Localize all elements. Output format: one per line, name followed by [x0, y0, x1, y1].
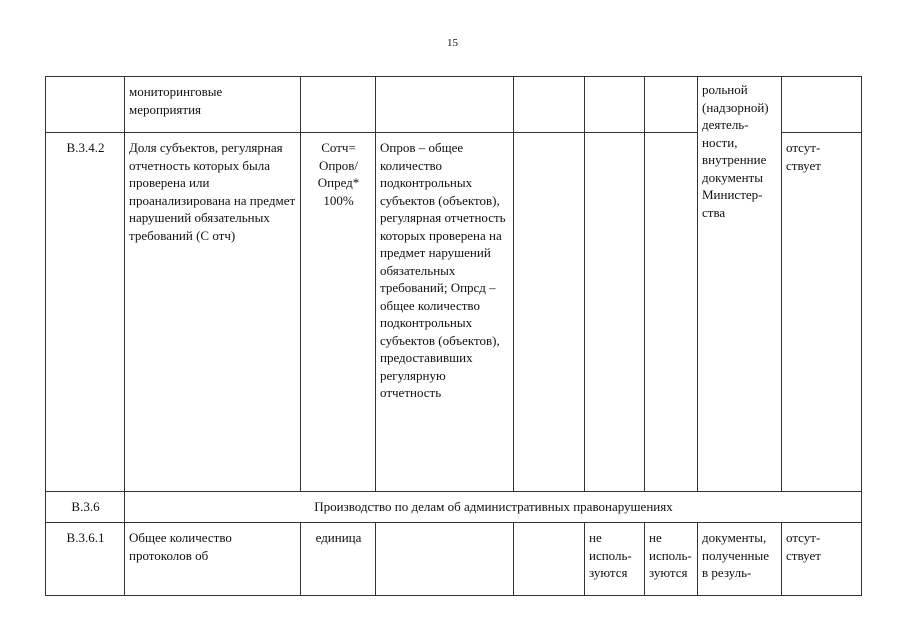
usage-cell: не исполь- зуются [585, 523, 645, 596]
empty-cell [514, 133, 585, 492]
formula-cell [301, 77, 376, 133]
definition-cell [376, 77, 514, 133]
empty-cell [782, 77, 862, 133]
empty-cell [645, 77, 698, 133]
empty-cell [585, 77, 645, 133]
table-row [46, 77, 862, 133]
empty-cell [645, 133, 698, 492]
code-cell [46, 77, 125, 133]
formula-cell: Сотч= Опров/ Опред* 100% [301, 133, 376, 492]
definition-cell: Опров – общее количество подконтрольных субъектов (объектов), регулярная отчетность которых проверена на предмет нарушений обязательных требований; Опрсд – общее количество подконтрольных субъектов (объектов), предоставивших регулярную отчетность [376, 133, 514, 492]
responsible-cell: рольной (надзорной) деятель- ности, внутренние документы Министер- ства [698, 77, 782, 492]
table-row [46, 523, 862, 596]
section-row [46, 492, 862, 523]
empty-cell [585, 133, 645, 492]
empty-cell [514, 77, 585, 133]
indicators-table [45, 76, 862, 596]
page-number: 15 [447, 37, 458, 49]
unit-cell: единица [301, 523, 376, 596]
status-cell: отсут- ствует [782, 523, 862, 596]
status-cell: отсут- ствует [782, 133, 862, 492]
indicator-name-cell: Общее количество протоколов об [125, 523, 301, 596]
source-cell: документы, полученные в резуль- [698, 523, 782, 596]
empty-cell [376, 523, 514, 596]
empty-cell [514, 523, 585, 596]
usage-cell: не исполь- зуются [645, 523, 698, 596]
indicator-name-cell: мониторинговые мероприятия [125, 77, 301, 133]
section-title-cell: Производство по делам об административных правонарушениях [125, 492, 862, 523]
section-code-cell: В.3.6 [46, 492, 125, 523]
code-cell: В.3.6.1 [46, 523, 125, 596]
indicator-name-cell: Доля субъектов, регулярная отчетность которых была проверена или проанализирована на предмет нарушений обязательных требований (С отч) [125, 133, 301, 492]
code-cell: В.3.4.2 [46, 133, 125, 492]
